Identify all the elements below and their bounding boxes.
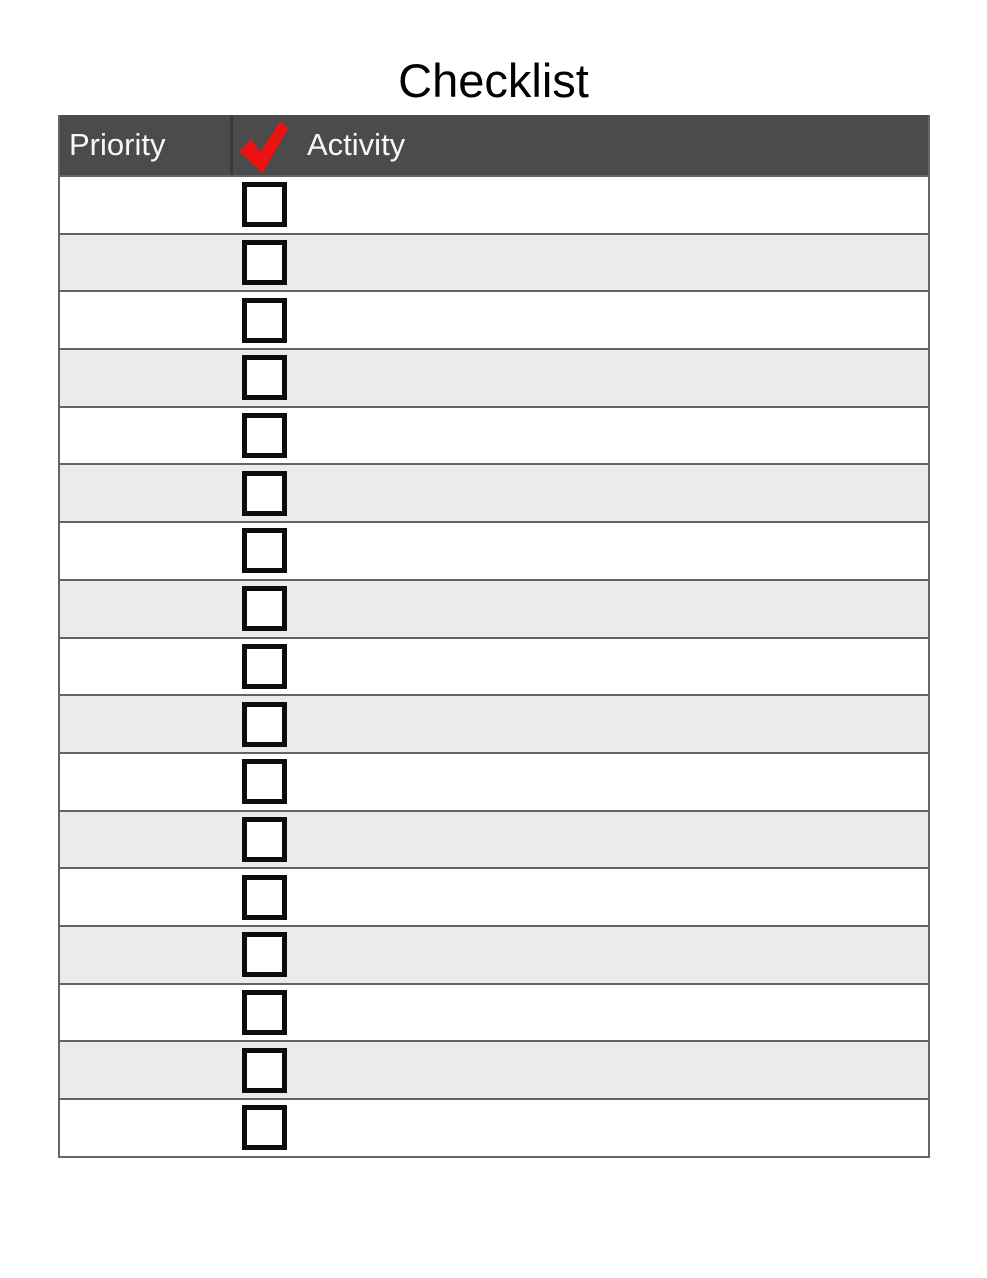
checkbox[interactable]: [242, 586, 287, 631]
table-row: [60, 406, 928, 464]
activity-cell: [287, 696, 928, 752]
table-row: [60, 752, 928, 810]
activity-cell: [287, 927, 928, 983]
checklist-table: [58, 115, 930, 1158]
priority-cell: [60, 408, 242, 464]
activity-cell: [287, 408, 928, 464]
checkbox[interactable]: [242, 990, 287, 1035]
table-row: [60, 867, 928, 925]
page-title: Checklist: [398, 54, 589, 107]
priority-cell: [60, 1042, 242, 1098]
priority-cell: [60, 639, 242, 695]
priority-cell: [60, 1100, 242, 1156]
table-row: [60, 348, 928, 406]
activity-cell: [287, 350, 928, 406]
priority-cell: [60, 696, 242, 752]
priority-cell: [60, 812, 242, 868]
checkbox[interactable]: [242, 817, 287, 862]
table-row: [60, 290, 928, 348]
activity-cell: [287, 754, 928, 810]
priority-cell: [60, 350, 242, 406]
checkbox[interactable]: [242, 471, 287, 516]
checkbox[interactable]: [242, 759, 287, 804]
priority-cell: [60, 927, 242, 983]
column-header-priority: Priority: [69, 127, 166, 162]
activity-cell: [287, 639, 928, 695]
checkbox[interactable]: [242, 1048, 287, 1093]
table-row: [60, 1098, 928, 1156]
checkbox[interactable]: [242, 528, 287, 573]
column-header-activity-group: [233, 115, 928, 175]
checkmark-icon: [233, 115, 293, 175]
table-row: [60, 925, 928, 983]
checkbox[interactable]: [242, 644, 287, 689]
priority-cell: [60, 235, 242, 291]
table-rows: [60, 175, 928, 1156]
priority-cell: [60, 754, 242, 810]
activity-cell: [287, 812, 928, 868]
checkbox[interactable]: [242, 932, 287, 977]
checkbox[interactable]: [242, 182, 287, 227]
table-row: [60, 694, 928, 752]
checkbox[interactable]: [242, 413, 287, 458]
table-row: [60, 1040, 928, 1098]
priority-cell: [60, 869, 242, 925]
priority-cell: [60, 523, 242, 579]
activity-cell: [287, 581, 928, 637]
table-row: [60, 175, 928, 233]
table-row: [60, 521, 928, 579]
activity-cell: [287, 177, 928, 233]
table-row: [60, 810, 928, 868]
column-header-activity: Activity: [307, 127, 406, 162]
activity-cell: [287, 1042, 928, 1098]
activity-cell: [287, 235, 928, 291]
checkbox[interactable]: [242, 875, 287, 920]
checkbox[interactable]: [242, 702, 287, 747]
priority-cell: [60, 177, 242, 233]
priority-cell: [60, 985, 242, 1041]
checkbox[interactable]: [242, 298, 287, 343]
priority-cell: [60, 465, 242, 521]
activity-cell: [287, 985, 928, 1041]
table-row: [60, 579, 928, 637]
priority-cell: [60, 581, 242, 637]
table-row: [60, 637, 928, 695]
table-row: [60, 463, 928, 521]
checkbox[interactable]: [242, 1105, 287, 1150]
checkbox[interactable]: [242, 240, 287, 285]
checkbox[interactable]: [242, 355, 287, 400]
activity-cell: [287, 1100, 928, 1156]
table-row: [60, 233, 928, 291]
table-header: [60, 115, 928, 175]
activity-cell: [287, 465, 928, 521]
priority-cell: [60, 292, 242, 348]
activity-cell: [287, 292, 928, 348]
activity-cell: [287, 869, 928, 925]
activity-cell: [287, 523, 928, 579]
table-row: [60, 983, 928, 1041]
